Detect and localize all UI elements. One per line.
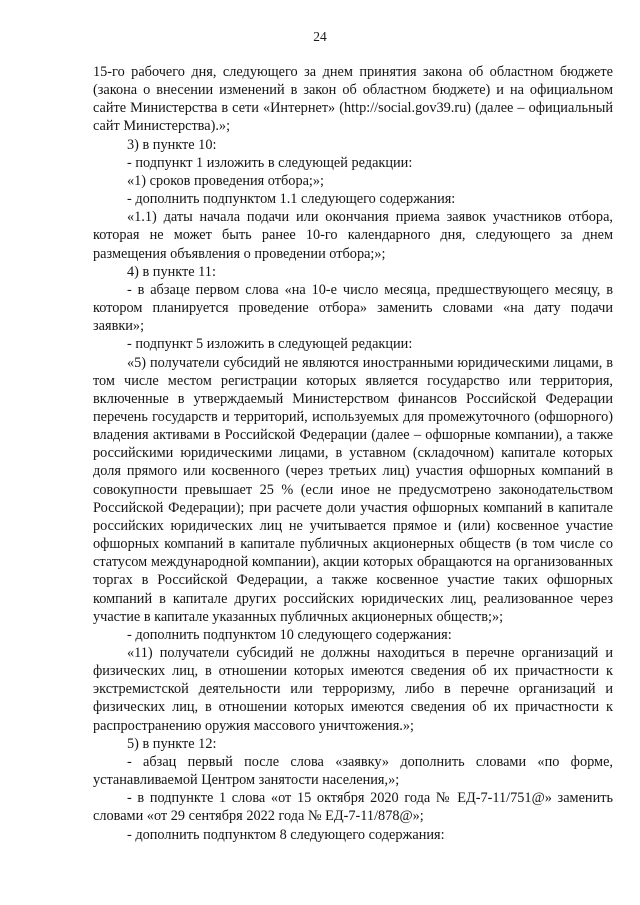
paragraph: - дополнить подпунктом 1.1 следующего содержания: bbox=[127, 191, 456, 208]
page-number: 24 bbox=[313, 29, 327, 44]
paragraph: «5) получатели субсидий не являются иностранными юридическими лицами, в том числе местом регистрации которых является государство или территория, включенные в утверждаемый Министерством финансов Российской Федерации перечень государств и территорий, используемых для промежуточного (офшорного) владения активами в Российской Федерации (далее – офшорные компании), а также российскими юридическими лицами, в уставном (складочном) капитале которых доля прямого или косвенного (через третьих лиц) участия офшорных компаний в совокупности превышает 25 % (если иное не предусмотрено законодательством Российской Федерации); при расчете доли участия офшорных компаний в капитале российских юридических лиц не учитывается прямое и (или) косвенное участие офшорных компаний в капитале публичных акционерных обществ (в том числе со статусом международной компании), акции которых обращаются на организованных торгах в Российской Федерации, а также косвенное участие таких офшорных компаний в капитале других российских юридических лиц, реализованное через участие в капитале указанных публичных акционерных обществ;»; bbox=[93, 354, 613, 625]
paragraph: - в абзаце первом слова «на 10-е число месяца, предшествующего месяцу, в котором планируется проведение отбора» заменить словами «на дату подачи заявки»; bbox=[93, 281, 613, 335]
paragraph: «11) получатели субсидий не должны находиться в перечне организаций и физических лиц, в отношении которых имеются сведения об их причастности к экстремистской деятельности или терроризму, либо в перечне организаций и физических лиц, в отношении которых имеются сведения об их причастности к распространению оружия массового уничтожения.»; bbox=[93, 645, 613, 734]
paragraph: 5) в пункте 12: bbox=[127, 735, 217, 752]
paragraph: - дополнить подпунктом 10 следующего содержания: bbox=[127, 626, 452, 643]
document-body bbox=[93, 63, 613, 844]
paragraph: - подпункт 1 изложить в следующей редакции: bbox=[127, 154, 413, 171]
paragraph: 3) в пункте 10: bbox=[127, 136, 217, 153]
paragraph: - в подпункте 1 слова «от 15 октября 2020 года № ЕД-7-11/751@» заменить словами «от 29 сентября 2022 года № ЕД-7-11/878@»; bbox=[93, 790, 613, 825]
paragraph: 15-го рабочего дня, следующего за днем принятия закона об областном бюджете (закона о внесении изменений в закон об областном бюджете) и на официальном сайте Министерства в сети «Интернет» (http://social.gov39.ru) (далее – официальный сайт Министерства).»; bbox=[93, 64, 613, 135]
paragraph: «1.1) даты начала подачи или окончания приема заявок участников отбора, которая не может быть ранее 10-го календарного дня, следующего за днем размещения объявления о проведении отбора;»; bbox=[93, 209, 613, 262]
paragraph: - дополнить подпунктом 8 следующего содержания: bbox=[127, 826, 445, 843]
paragraph: - абзац первый после слова «заявку» дополнить словами «по форме, устанавливаемой Центром занятости населения,»; bbox=[93, 753, 613, 789]
paragraph: - подпункт 5 изложить в следующей редакции: bbox=[127, 336, 413, 353]
paragraph: 4) в пункте 11: bbox=[127, 263, 216, 280]
paragraph: «1) сроков проведения отбора;»; bbox=[127, 172, 325, 189]
